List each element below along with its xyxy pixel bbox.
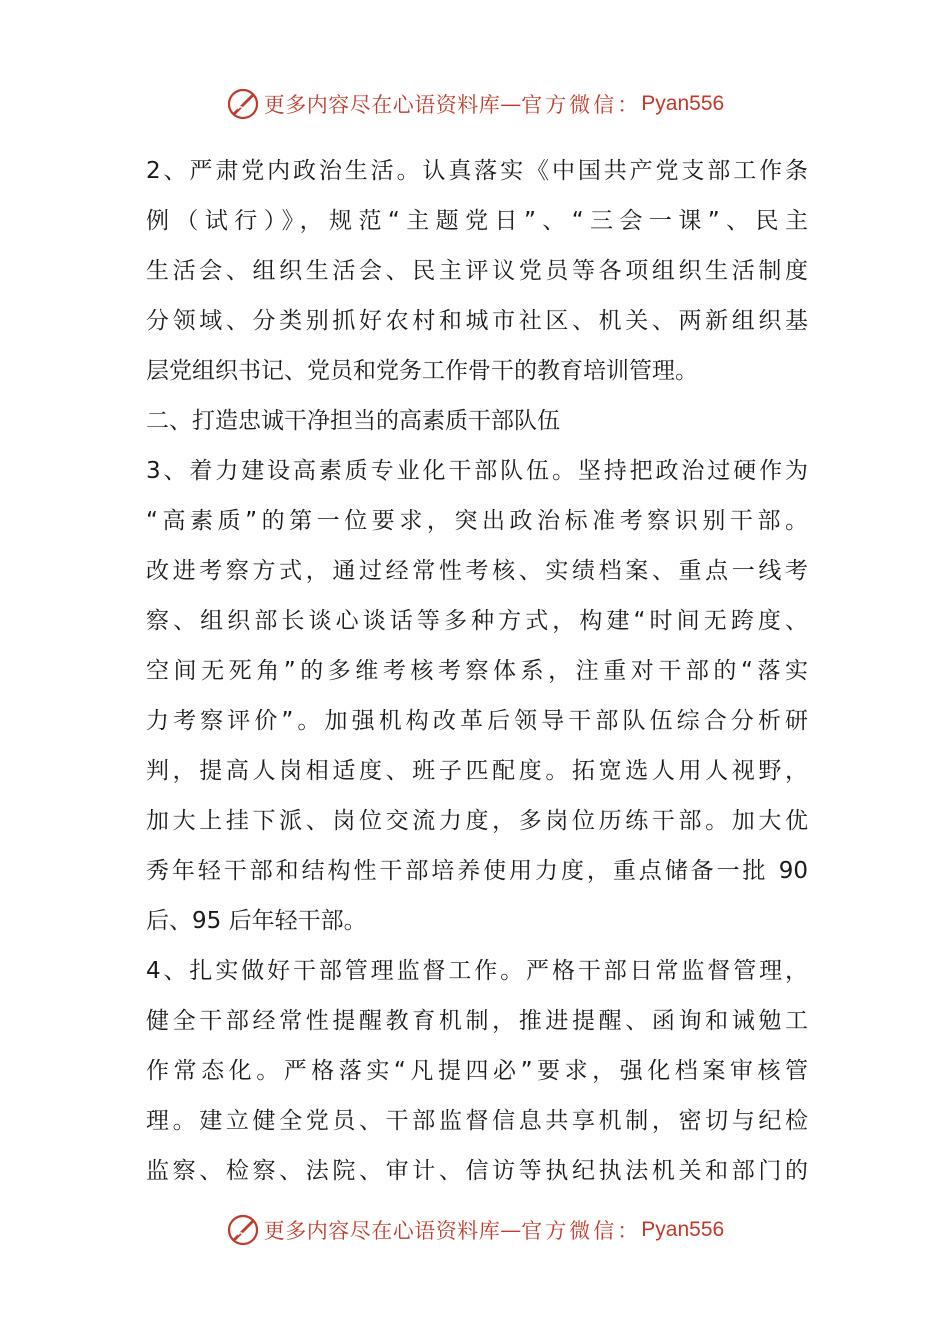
body-text-line: 二、打造忠诚干净担当的高素质干部队伍: [146, 408, 560, 434]
body-text-line: 3、着力建设高素质专业化干部队伍。坚持把政治过硬作为: [146, 458, 808, 484]
pen-logo-icon: [226, 1213, 260, 1247]
body-text-line: 空间无死角”的多维考核考察体系，注重对干部的“落实: [146, 658, 808, 684]
body-text-line: 作常态化。严格落实“凡提四必”要求，强化档案审核管: [146, 1058, 808, 1084]
body-text-line: 4、扎实做好干部管理监督工作。严格干部日常监督管理，: [146, 958, 808, 984]
body-text-line: 判，提高人岗相适度、班子匹配度。拓宽选人用人视野，: [146, 758, 808, 784]
body-text-line: 改进考察方式，通过经常性考核、实绩档案、重点一线考: [146, 558, 808, 584]
watermark-wechat-label: 官方微信：: [521, 1219, 642, 1243]
body-text-line: 生活会、组织生活会、民主评议党员等各项组织生活制度: [146, 258, 808, 284]
pen-logo-icon: [226, 87, 260, 121]
watermark-wechat-label: 官方微信：: [521, 93, 642, 117]
body-text-line: 层党组织书记、党员和党务工作骨干的教育培训管理。: [146, 358, 698, 384]
body-text-line: 2、严肃党内政治生活。认真落实《中国共产党支部工作条: [146, 158, 808, 184]
body-text-line: 秀年轻干部和结构性干部培养使用力度，重点储备一批 90: [146, 858, 808, 884]
watermark-dash: —: [500, 1218, 522, 1242]
watermark-dash: —: [500, 92, 522, 116]
body-text-line: 察、组织部长谈心谈话等多种方式，构建“时间无跨度、: [146, 608, 808, 634]
body-text-line: 力考察评价”。加强机构改革后领导干部队伍综合分析研: [146, 708, 808, 734]
footer-watermark: [0, 1210, 950, 1250]
watermark-text: 更多内容尽在心语资料库: [263, 93, 501, 117]
watermark-text: 更多内容尽在心语资料库: [263, 1219, 501, 1243]
body-text-line: “高素质”的第一位要求，突出政治标准考察识别干部。: [146, 508, 808, 534]
body-text-line: 加大上挂下派、岗位交流力度，多岗位历练干部。加大优: [146, 808, 808, 834]
body-text-line: 分领域、分类别抓好农村和城市社区、机关、两新组织基: [146, 308, 808, 334]
body-text-line: 监察、检察、法院、审计、信访等执纪执法机关和部门的: [146, 1158, 808, 1184]
watermark-wechat-id: Pyan556: [641, 1218, 725, 1241]
watermark-wechat-id: Pyan556: [641, 92, 725, 115]
body-text-line: 后、95 后年轻干部。: [146, 908, 367, 934]
document-body: [146, 146, 808, 1196]
header-watermark: [0, 84, 950, 124]
body-text-line: 健全干部经常性提醒教育机制，推进提醒、函询和诫勉工: [146, 1008, 808, 1034]
body-text-line: 例（试行）》，规范“主题党日”、“三会一课”、民主: [146, 208, 808, 234]
body-text-line: 理。建立健全党员、干部监督信息共享机制，密切与纪检: [146, 1108, 808, 1134]
